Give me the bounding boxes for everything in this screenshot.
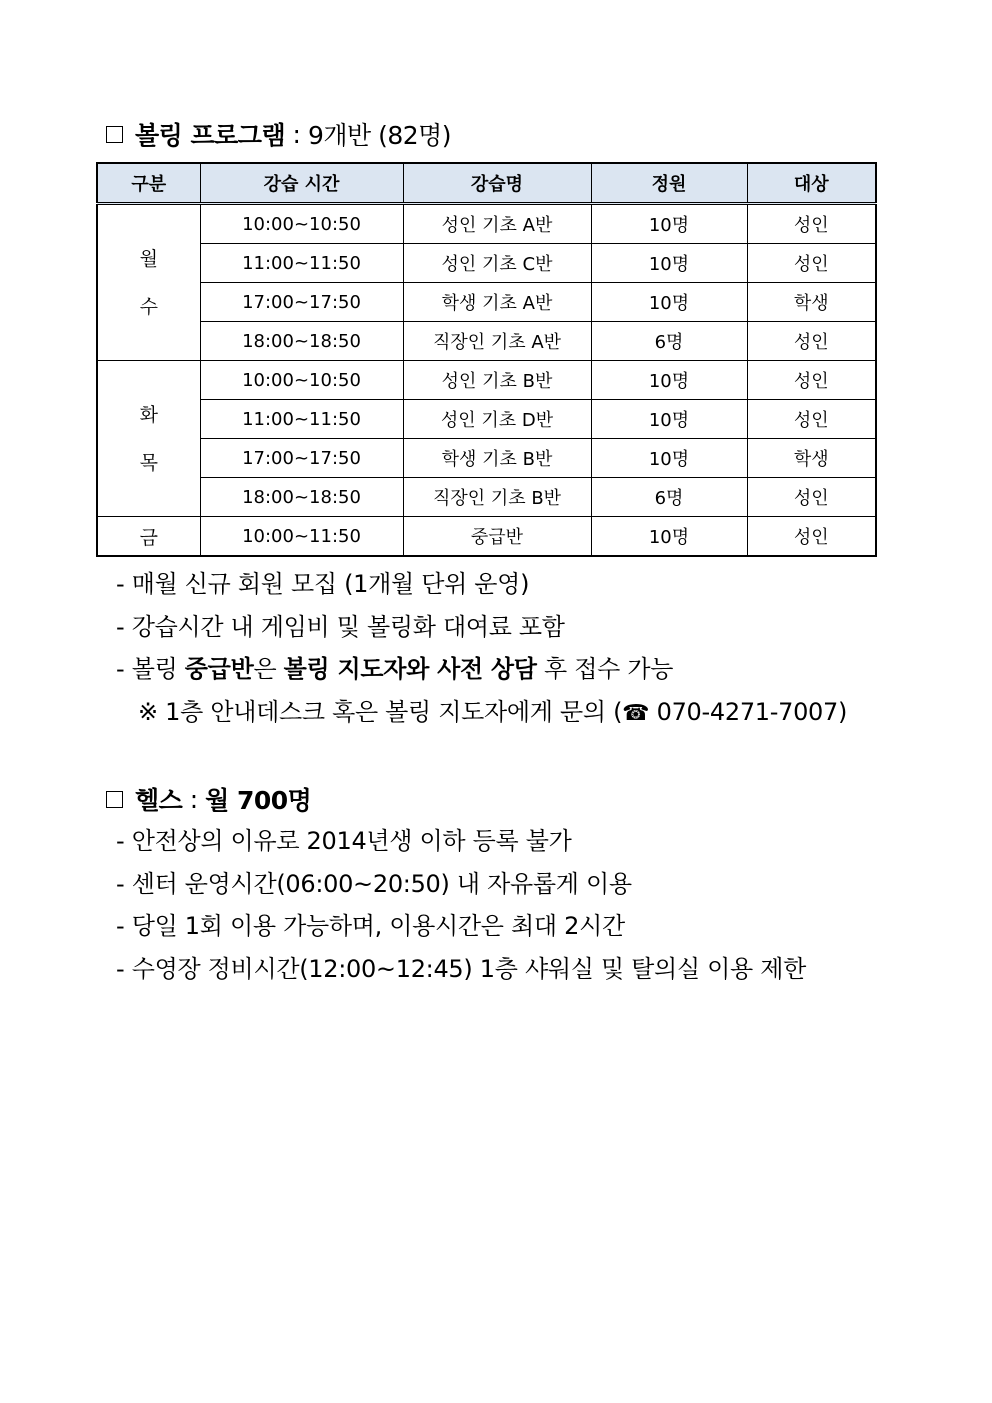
class-name-cell: 성인 기초 A반 (403, 204, 591, 244)
day-label: 수 (139, 295, 158, 318)
class-name-cell: 학생 기초 A반 (403, 283, 591, 322)
header-time: 강습 시간 (200, 163, 403, 204)
checkbox-bullet-icon (106, 126, 123, 143)
time-cell: 17:00~17:50 (200, 439, 403, 478)
target-cell: 성인 (747, 478, 876, 517)
note-emphasis-consultation: 볼링 지도자와 사전 상담 (283, 655, 537, 683)
header-capacity: 정원 (591, 163, 747, 204)
bowling-schedule-table (96, 162, 877, 557)
class-name-cell: 성인 기초 C반 (403, 244, 591, 283)
bowling-note-1: - 매월 신규 회원 모집 (1개월 단위 운영) (116, 570, 530, 598)
time-cell: 10:00~10:50 (200, 204, 403, 244)
phone-icon: ☎ (622, 700, 650, 726)
table-row (97, 400, 876, 439)
target-cell: 성인 (747, 361, 876, 400)
target-cell: 성인 (747, 322, 876, 361)
capacity-cell: 10명 (591, 244, 747, 283)
bowling-section-title (106, 116, 451, 152)
day-label: 목 (139, 451, 158, 474)
table-row (97, 439, 876, 478)
target-cell: 성인 (747, 400, 876, 439)
bowling-note-3 (116, 648, 847, 691)
class-name-cell: 직장인 기초 A반 (403, 322, 591, 361)
health-note-2: - 센터 운영시간(06:00~20:50) 내 자유롭게 이용 (116, 869, 632, 898)
target-cell: 학생 (747, 439, 876, 478)
capacity-cell: 10명 (591, 361, 747, 400)
table-row (97, 322, 876, 361)
note-text: 후 접수 가능 (536, 655, 674, 683)
class-name-cell: 중급반 (403, 517, 591, 557)
header-target: 대상 (747, 163, 876, 204)
health-title-count: 월 700명 (205, 786, 312, 815)
day-cell-fri: 금 (97, 517, 200, 557)
capacity-cell: 10명 (591, 283, 747, 322)
capacity-cell: 10명 (591, 439, 747, 478)
table-row (97, 244, 876, 283)
health-notes (116, 820, 806, 990)
checkbox-bullet-icon (106, 791, 123, 808)
bowling-note-2: - 강습시간 내 게임비 및 볼링화 대여료 포함 (116, 612, 565, 641)
bowling-contact-note (116, 691, 847, 736)
table-header-row (97, 163, 876, 204)
table-row (97, 361, 876, 400)
bowling-notes (116, 563, 847, 735)
capacity-cell: 6명 (591, 478, 747, 517)
header-class-name: 강습명 (403, 163, 591, 204)
target-cell: 성인 (747, 204, 876, 244)
target-cell: 성인 (747, 244, 876, 283)
note-emphasis-intermediate: 중급반 (184, 655, 254, 683)
time-cell: 11:00~11:50 (200, 244, 403, 283)
time-cell: 17:00~17:50 (200, 283, 403, 322)
contact-text: ※ 1층 안내데스크 혹은 볼링 지도자에게 문의 ( (138, 697, 623, 726)
class-name-cell: 성인 기초 B반 (403, 361, 591, 400)
time-cell: 10:00~10:50 (200, 361, 403, 400)
table-row (97, 204, 876, 244)
health-title-sep: : (182, 784, 206, 814)
table-row (97, 517, 876, 557)
day-label: 화 (139, 403, 158, 426)
day-cell-mon-wed (97, 204, 200, 361)
note-text: 은 (253, 655, 284, 683)
capacity-cell: 10명 (591, 517, 747, 557)
capacity-cell: 6명 (591, 322, 747, 361)
table-row (97, 478, 876, 517)
target-cell: 학생 (747, 283, 876, 322)
day-cell-tue-thu (97, 361, 200, 517)
bowling-title-sep: : (285, 119, 308, 149)
target-cell: 성인 (747, 517, 876, 557)
table-row (97, 283, 876, 322)
contact-phone-number: 070-4271-7007) (649, 697, 848, 726)
health-note-3: - 당일 1회 이용 가능하며, 이용시간은 최대 2시간 (116, 912, 625, 940)
health-title: 헬스 (135, 786, 183, 815)
bowling-title-count: 9개반 (82명) (307, 121, 452, 150)
capacity-cell: 10명 (591, 204, 747, 244)
class-name-cell: 성인 기초 D반 (403, 400, 591, 439)
bowling-title: 볼링 프로그램 (135, 121, 286, 150)
time-cell: 18:00~18:50 (200, 478, 403, 517)
health-section-title (106, 781, 311, 817)
header-category: 구분 (97, 163, 200, 204)
health-note-4: - 수영장 정비시간(12:00~12:45) 1층 샤워실 및 탈의실 이용 제한 (116, 954, 807, 983)
capacity-cell: 10명 (591, 400, 747, 439)
time-cell: 18:00~18:50 (200, 322, 403, 361)
health-note-1: - 안전상의 이유로 2014년생 이하 등록 불가 (116, 827, 572, 855)
class-name-cell: 직장인 기초 B반 (403, 478, 591, 517)
class-name-cell: 학생 기초 B반 (403, 439, 591, 478)
note-text: - 볼링 (116, 655, 185, 683)
day-label: 월 (139, 247, 158, 270)
time-cell: 11:00~11:50 (200, 400, 403, 439)
time-cell: 10:00~11:50 (200, 517, 403, 557)
